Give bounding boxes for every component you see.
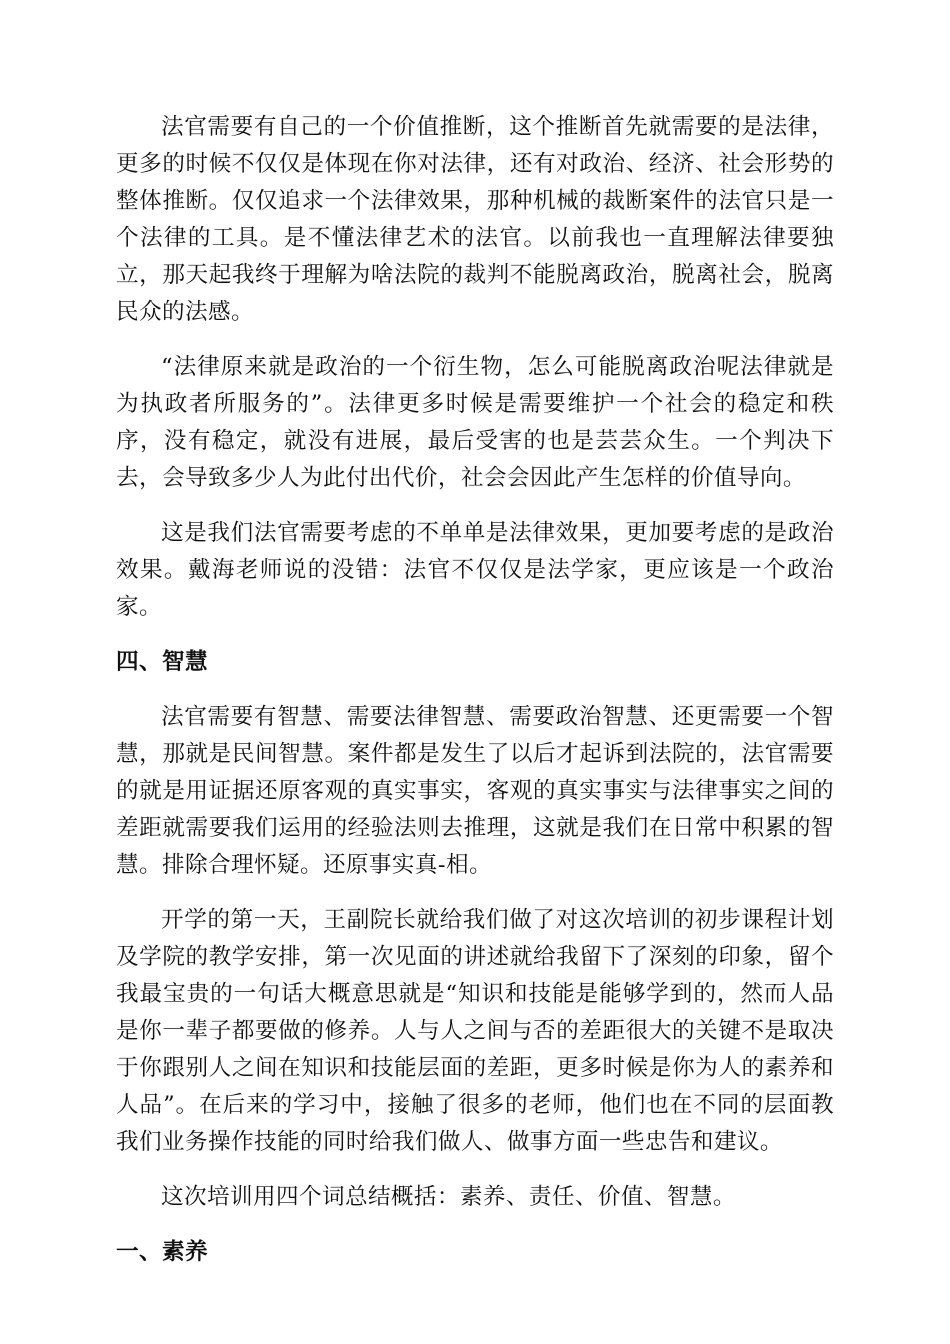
section-heading-cultivation: 一、素养 [116,1239,208,1265]
paragraph-summary: 这次培训用四个词总结概括：素养、责任、价值、智慧。 [161,1184,736,1210]
document-body [116,109,834,1289]
paragraph-law-and-politics-quote: “法律原来就是政治的一个衍生物，怎么可能脱离政治呢法律就是为执政者所服务的”。法律更多时候是需要维护一个社会的稳定和秩序，没有稳定，就没有进展，最后受害的也是芸芸众生。一个判决下去，会导致多少人为此付出代价，社会会因此产生怎样的价值导向。 [116,354,834,491]
paragraph-value-judgment: 法官需要有自己的一个价值推断，这个推断首先就需要的是法律，更多的时候不仅仅是体现在你对法律，还有对政治、经济、社会形势的整体推断。仅仅追求一个法律效果，那种机械的裁断案件的法官只是一个法律的工具。是不懂法律艺术的法官。以前我也一直理解法律要独立，那天起我终于理解为啥法院的裁判不能脱离政治，脱离社会，脱离民众的法感。 [116,114,834,325]
section-heading-wisdom: 四、智慧 [116,649,208,675]
paragraph-political-effect: 这是我们法官需要考虑的不单单是法律效果，更加要考虑的是政治效果。戴海老师说的没错：法官不仅仅是法学家，更应该是一个政治家。 [116,520,834,620]
paragraph-first-day: 开学的第一天，王副院长就给我们做了对这次培训的初步课程计划及学院的教学安排，第一次见面的讲述就给我留下了深刻的印象，留个我最宝贵的一句话大概意思就是“知识和技能是能够学到的，然而人品是你一辈子都要做的修养。人与人之间与否的差距很大的关键不是取决于你跟别人之间在知识和技能层面的差距，更多时候是你为人的素养和人品”。在后来的学习中，接触了很多的老师，他们也在不同的层面教我们业务操作技能的同时给我们做人、做事方面一些忠告和建议。 [116,907,834,1155]
paragraph-wisdom: 法官需要有智慧、需要法律智慧、需要政治智慧、还更需要一个智慧，那就是民间智慧。案件都是发生了以后才起诉到法院的，法官需要的就是用证据还原客观的真实事实，客观的真实事实与法律事实之间的差距就需要我们运用的经验法则去推理，这就是我们在日常中积累的智慧。排除合理怀疑。还原事实真-相。 [116,704,834,878]
